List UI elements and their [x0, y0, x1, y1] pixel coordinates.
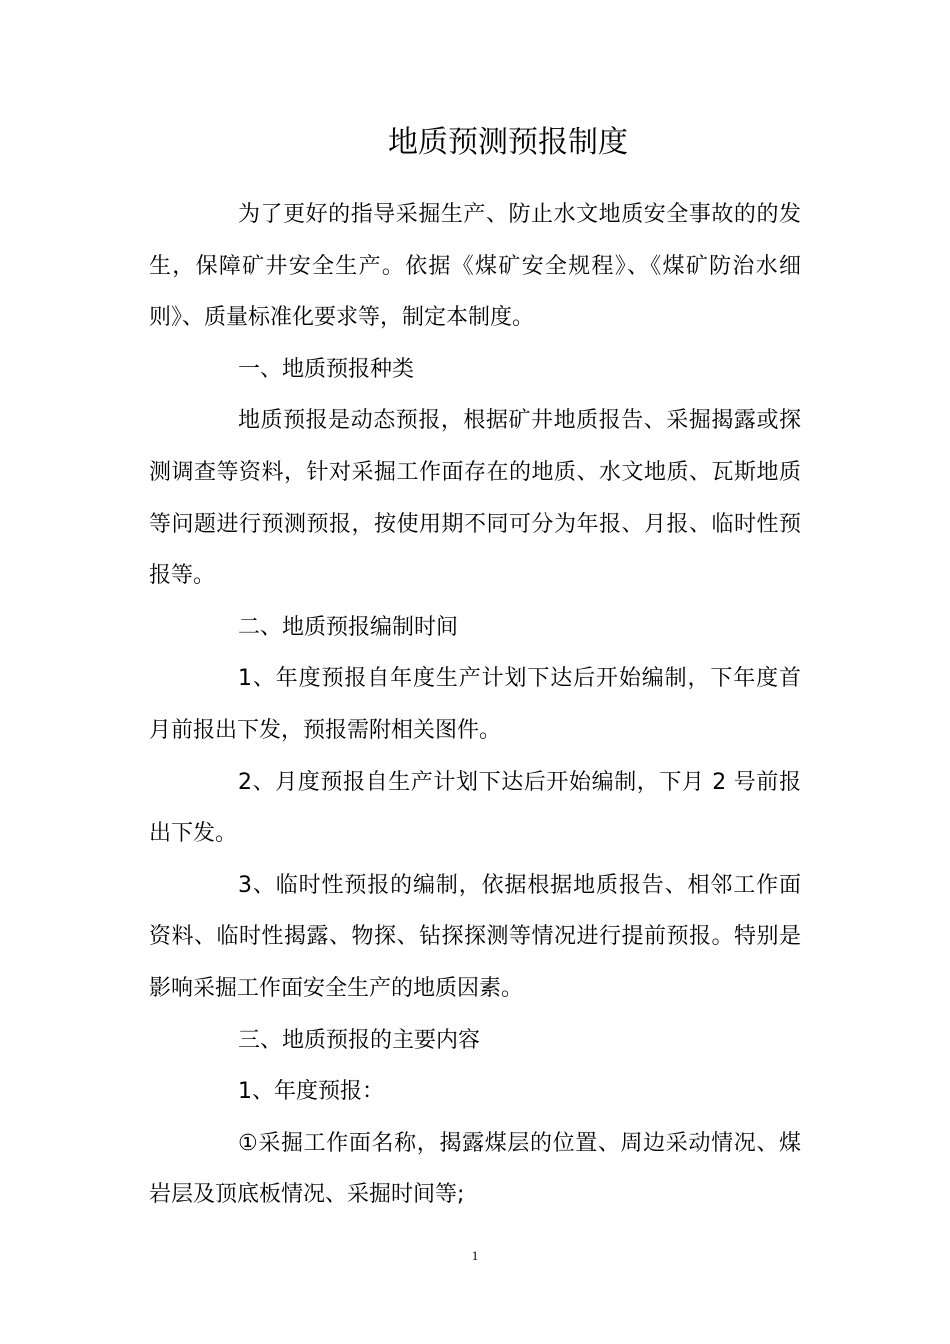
annual-forecast-item-1: ①采掘工作面名称，揭露煤层的位置、周边采动情况、煤岩层及顶底板情况、采掘时间等;: [149, 1130, 801, 1208]
section-heading-1: 一、地质预报种类: [238, 356, 415, 382]
section-heading-3: 三、地质预报的主要内容: [238, 1027, 481, 1053]
document-body: [149, 189, 801, 1221]
annual-forecast-heading: 1、年度预报：: [238, 1079, 384, 1105]
intro-paragraph: 为了更好的指导采掘生产、防止水文地质安全事故的的发生，保障矿井安全生产。依据《煤矿安全规程》、《煤矿防治水细则》、质量标准化要求等，制定本制度。: [149, 202, 801, 331]
document-title: 地质预测预报制度: [388, 125, 628, 160]
section-1-paragraph: 地质预报是动态预报，根据矿井地质报告、采掘揭露或探测调查等资料，针对采掘工作面存在的地质、水文地质、瓦斯地质等问题进行预测预报，按使用期不同可分为年报、月报、临时性预报等。: [149, 408, 801, 589]
annual-forecast-paragraph: 1、年度预报自年度生产计划下达后开始编制，下年度首月前报出下发，预报需附相关图件。: [149, 666, 801, 743]
temporary-forecast-paragraph: 3、临时性预报的编制，依据根据地质报告、相邻工作面资料、临时性揭露、物探、钻探探测等情况进行提前预报。特别是影响采掘工作面安全生产的地质因素。: [149, 872, 801, 1001]
monthly-forecast-paragraph: 2、月度预报自生产计划下达后开始编制，下月 2 号前报出下发。: [149, 769, 801, 847]
page-number: 1: [471, 1248, 479, 1263]
section-heading-2: 二、地质预报编制时间: [238, 614, 459, 640]
